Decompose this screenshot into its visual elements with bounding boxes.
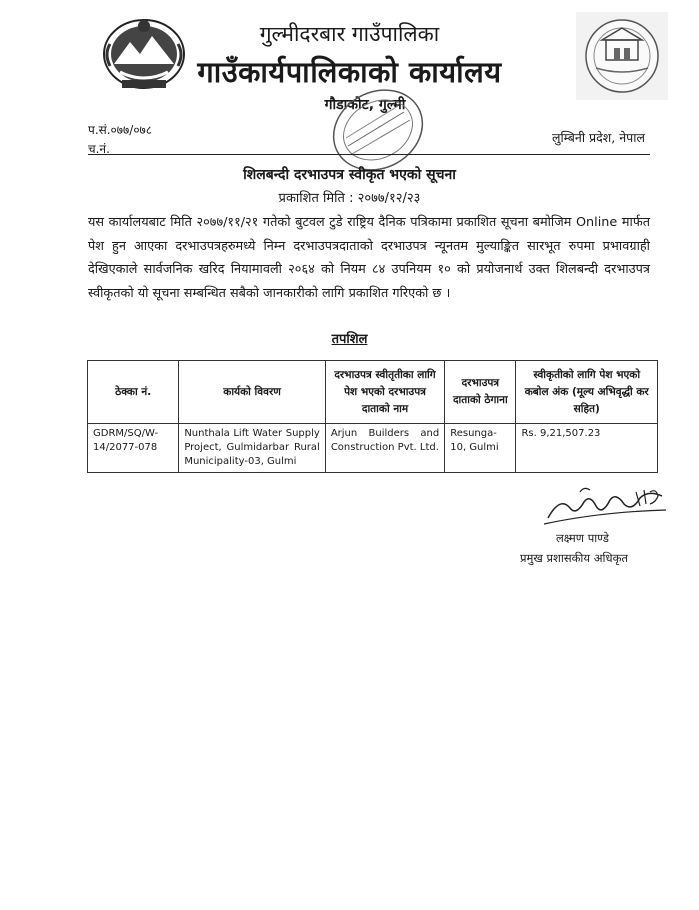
signature [540,482,670,530]
office-title: गाउँकार्यपालिकाको कार्यालय [197,55,502,89]
column-header: स्वीकृतीको लागि पेश भएको कबोल अंक (मूल्य अभिवृद्धी कर सहित) [516,361,658,424]
org-name: गुल्मीदरबार गाउँपालिका [259,22,440,46]
bidder-address-cell: Resunga-10, Gulmi [445,424,516,473]
column-header: ठेक्का नं. [88,361,179,424]
province-label: लुम्बिनी प्रदेश, नेपाल [551,130,645,145]
bid-amount-cell: Rs. 9,21,507.23 [516,424,658,473]
header-divider [88,154,650,155]
table-row [88,424,658,473]
notice-title: शिलबन्दी दरभाउपत्र स्वीकृत भएको सूचना [243,167,456,183]
contract-number-cell: GDRM/SQ/W-14/2077-078 [88,424,179,473]
office-stamp [318,82,438,178]
dispatch-number: च.नं. [88,142,110,156]
bidder-name-cell: Arjun Builders and Construction Pvt. Ltd. [325,424,444,473]
reference-number: प.सं.०७७/०७८ [88,123,153,137]
column-header: कार्यको विवरण [179,361,326,424]
table-header-row [88,361,658,424]
office-address: गौडाकोट, गुल्मी [324,97,406,113]
column-header: दरभाउपत्र दाताको ठेगाना [445,361,516,424]
publish-date: प्रकाशित मिति : २०७७/१२/२३ [278,191,421,206]
notice-body: यस कार्यालयबाट मिति २०७७/११/२१ गतेको बुटवल टुडे राष्ट्रिय दैनिक पत्रिकामा प्रकाशित सूचना बमोजिम Online मार्फत पेश हुन आएका दरभाउपत्रहरुमध्ये निम्न दरभाउपत्रदाताको दरभाउपत्र न्यूनतम मुल्याङ्कित सारभूत रुपमा प्रभावग्राही देखिएकाले सार्वजनिक खरिद नियामावली २०६४ को नियम ८४ उपनियम १० को प्रयोजनार्थ उक्त शिलबन्दी दरभाउपत्र स्वीकृतको यो सूचना सम्बन्धित सबैको जानकारीको लागि प्रकाशित गरिएको छ । [88,215,650,301]
details-heading: तपशिल [331,332,368,347]
column-header: दरभाउपत्र स्वीतृतीका लागि पेश भएको दरभाउपत्र दाताको नाम [325,361,444,424]
bid-table [87,360,658,473]
signatory-title: प्रमुख प्रशासकीय अधिकृत [520,551,628,565]
signatory-name: लक्ष्मण पाण्डे [556,531,609,545]
work-description-cell: Nunthala Lift Water Supply Project, Gulmidarbar Rural Municipality-03, Gulmi [179,424,326,473]
